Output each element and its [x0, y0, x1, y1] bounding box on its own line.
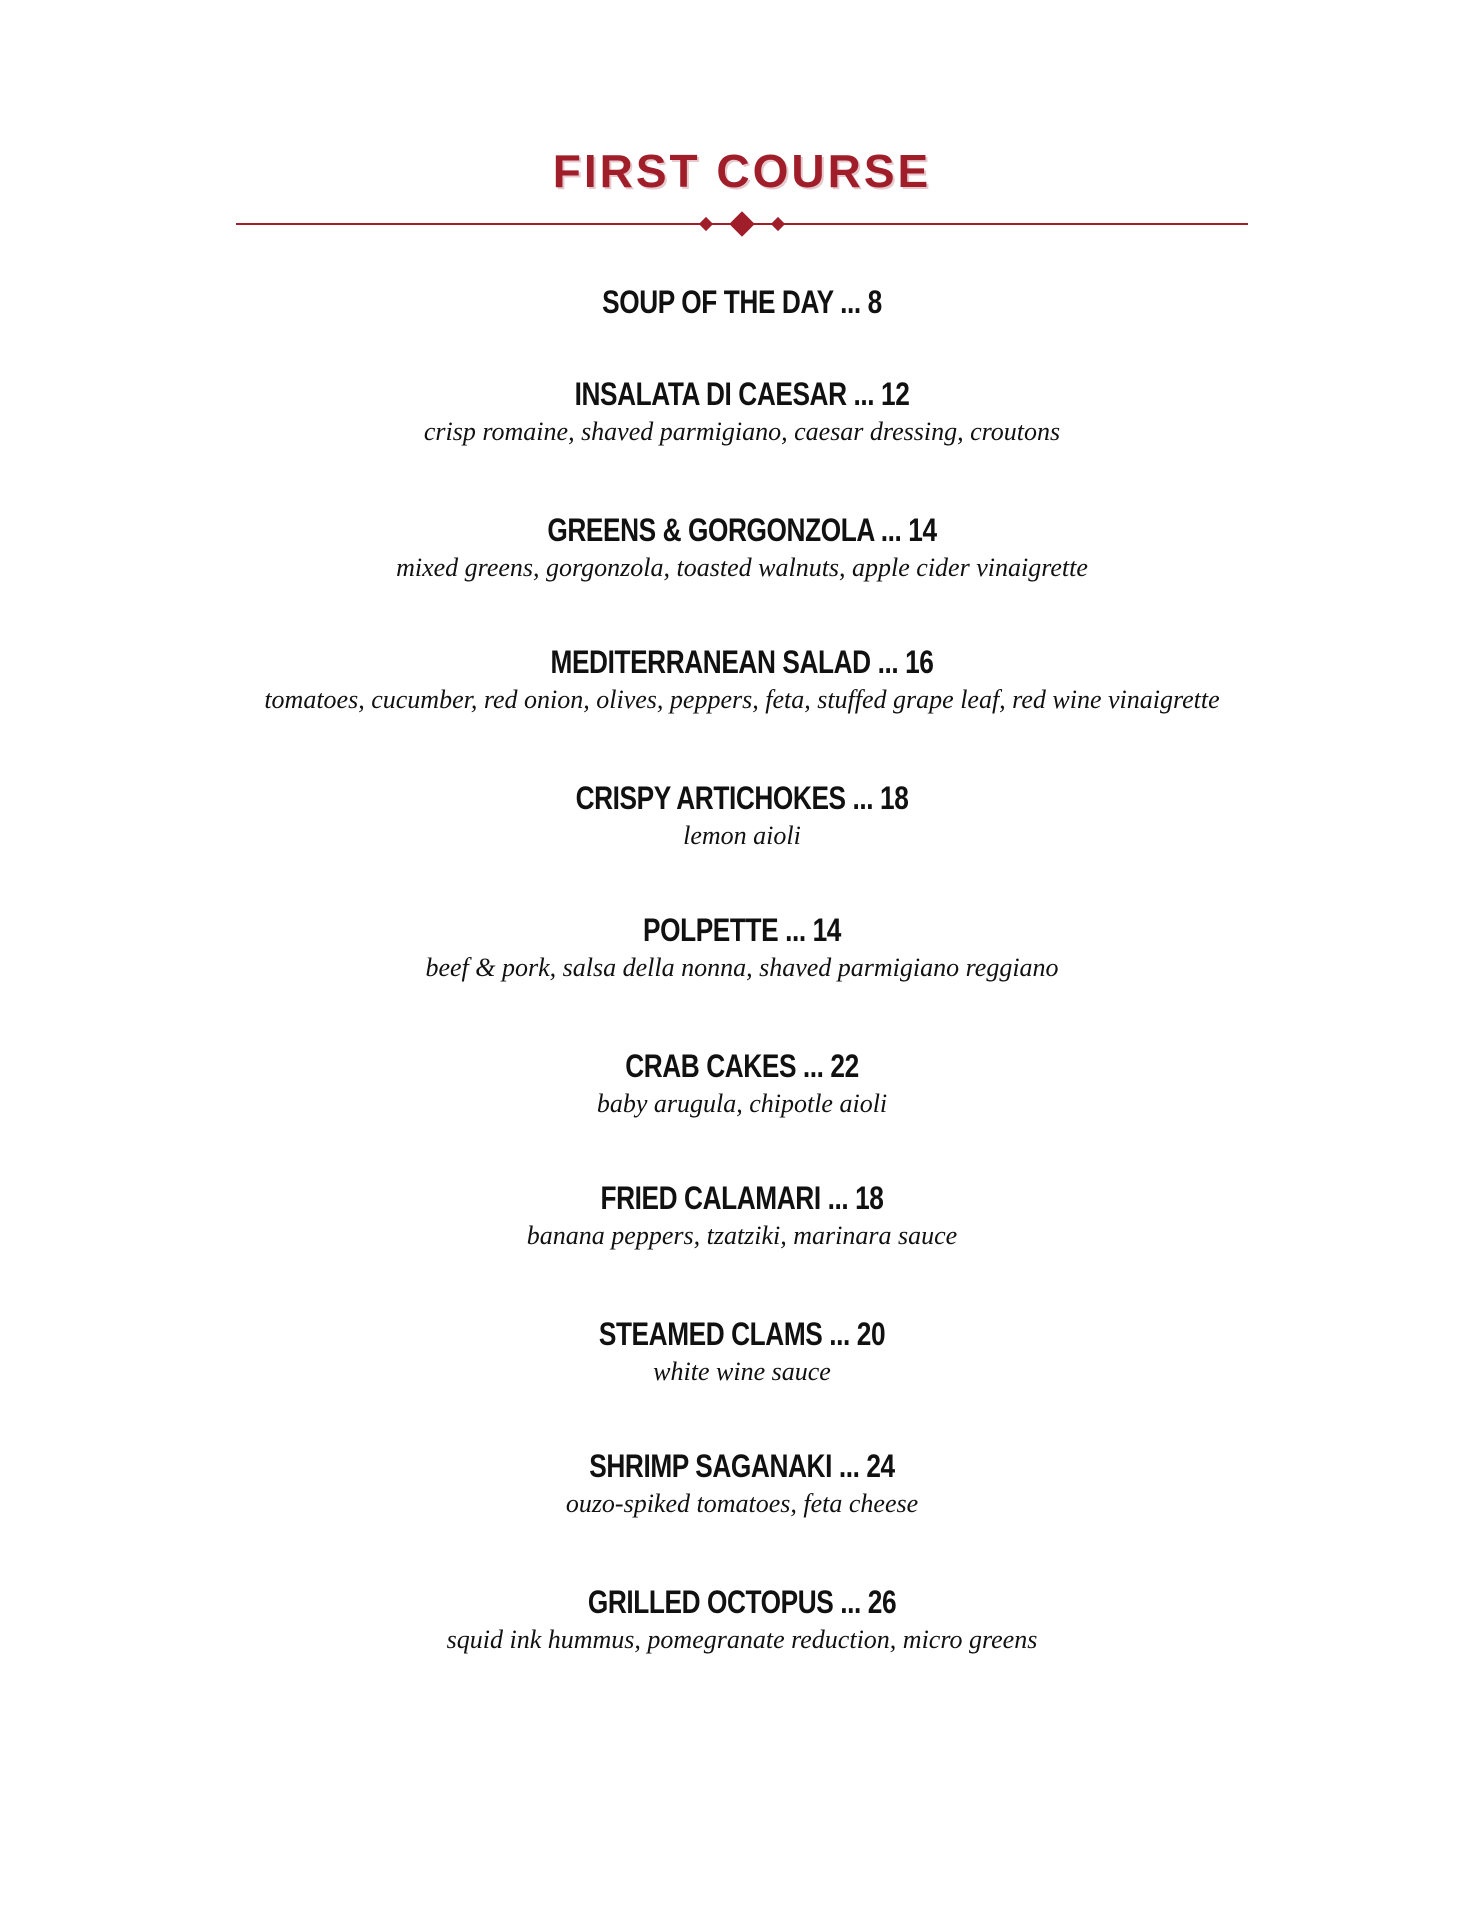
menu-item-description: banana peppers, tzatziki, marinara sauce — [526, 1221, 958, 1250]
diamond-ornament-icon — [729, 211, 754, 236]
diamond-ornament-icon — [699, 217, 713, 231]
menu-item-description: baby arugula, chipotle aioli — [596, 1089, 888, 1118]
menu-item-name: GREENS & GORGONZOLA ... 14 — [547, 512, 937, 548]
menu-item-name: FRIED CALAMARI ... 18 — [600, 1180, 884, 1216]
menu-item-name: CRISPY ARTICHOKES ... 18 — [575, 780, 909, 816]
menu-item — [0, 642, 1484, 716]
menu-item-name: SOUP OF THE DAY ... 8 — [602, 284, 882, 320]
menu-item — [0, 910, 1484, 984]
menu-item-description: beef & pork, salsa della nonna, shaved parmigiano reggiano — [425, 953, 1059, 982]
menu-item-description: ouzo-spiked tomatoes, feta cheese — [565, 1489, 919, 1518]
menu-item-description: mixed greens, gorgonzola, toasted walnuts, apple cider vinaigrette — [396, 553, 1088, 582]
section-title: FIRST COURSE — [552, 145, 932, 197]
section-divider — [236, 208, 1248, 238]
menu-item — [0, 510, 1484, 584]
menu-item-description: white wine sauce — [653, 1357, 831, 1386]
menu-item-description: crisp romaine, shaved parmigiano, caesar dressing, croutons — [423, 417, 1061, 446]
menu-item — [0, 1314, 1484, 1388]
menu-item — [0, 778, 1484, 852]
menu-item-description: tomatoes, cucumber, red onion, olives, peppers, feta, stuffed grape leaf, red wine vinaigrette — [264, 685, 1220, 714]
menu-item — [0, 1046, 1484, 1120]
menu-item — [0, 1582, 1484, 1656]
menu-item — [0, 1178, 1484, 1252]
menu-item-name: SHRIMP SAGANAKI ... 24 — [589, 1448, 895, 1484]
menu-item — [0, 1446, 1484, 1520]
menu-item — [0, 374, 1484, 448]
menu-item-name: GRILLED OCTOPUS ... 26 — [587, 1584, 897, 1620]
menu-item-description: lemon aioli — [683, 821, 801, 850]
menu-item-name: CRAB CAKES ... 22 — [625, 1048, 859, 1084]
menu-item-name: POLPETTE ... 14 — [642, 912, 841, 948]
menu-item — [0, 282, 1484, 322]
menu-item-name: STEAMED CLAMS ... 20 — [598, 1316, 886, 1352]
diamond-ornament-icon — [771, 217, 785, 231]
menu-item-description: squid ink hummus, pomegranate reduction, micro greens — [446, 1625, 1038, 1654]
menu-item-name: INSALATA DI CAESAR ... 12 — [574, 376, 910, 412]
menu-item-name: MEDITERRANEAN SALAD ... 16 — [550, 644, 934, 680]
